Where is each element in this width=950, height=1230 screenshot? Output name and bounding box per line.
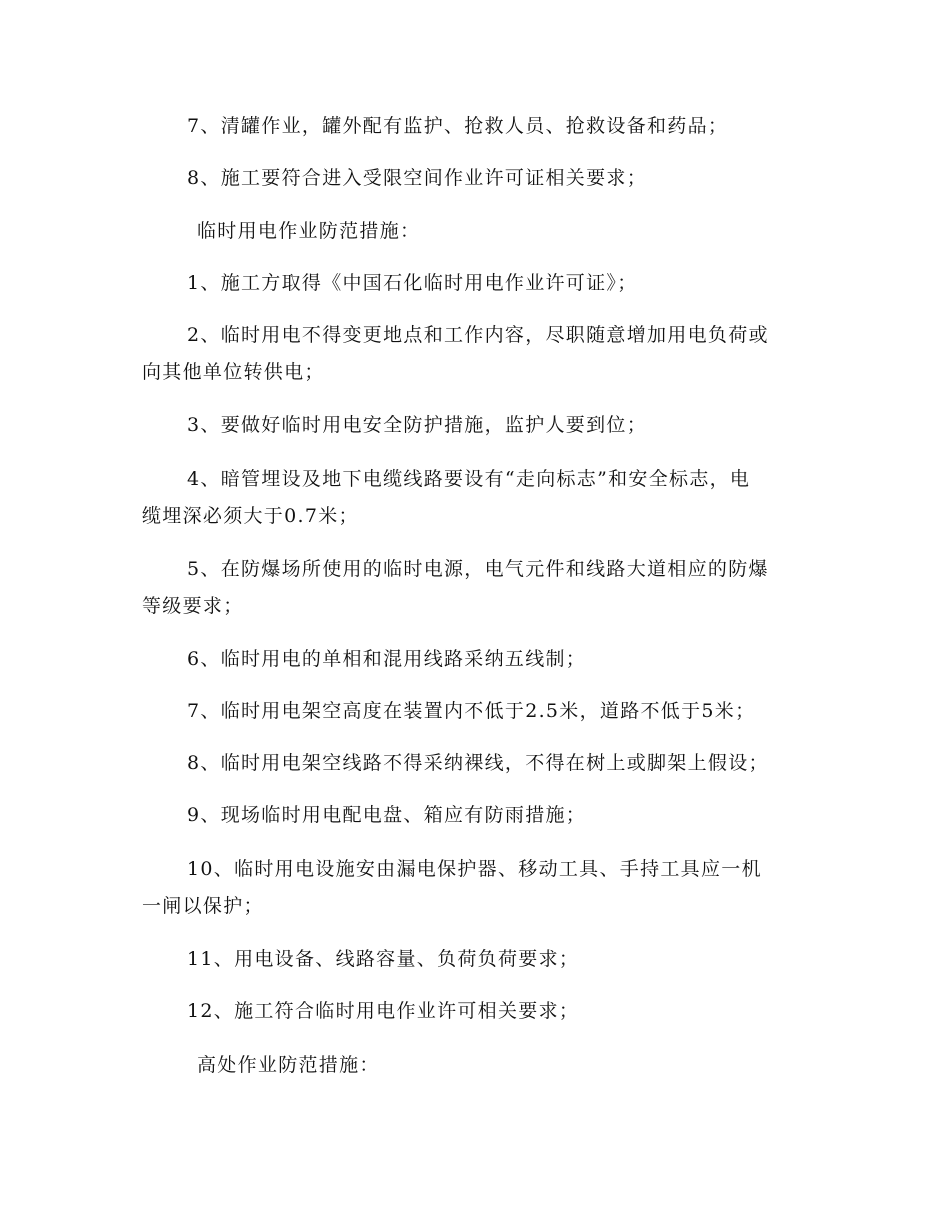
- paragraph-line: 缆埋深必须大于0.7米；: [142, 505, 359, 527]
- paragraph-line: 向其他单位转供电；: [142, 361, 325, 383]
- section-heading: 高处作业防范措施：: [197, 1054, 380, 1076]
- paragraph-line: 2、临时用电不得变更地点和工作内容，尽职随意增加用电负荷或: [187, 324, 769, 346]
- paragraph-line: 8、临时用电架空线路不得采纳裸线，不得在树上或脚架上假设；: [187, 752, 769, 774]
- paragraph-line: 等级要求；: [142, 595, 244, 617]
- paragraph-line: 10、临时用电设施安由漏电保护器、移动工具、手持工具应一机: [187, 858, 762, 880]
- paragraph-line: 6、临时用电的单相和混用线路采纳五线制；: [187, 648, 587, 670]
- paragraph-line: 9、现场临时用电配电盘、箱应有防雨措施；: [187, 804, 587, 826]
- paragraph-line: 7、清罐作业，罐外配有监护、抢救人员、抢救设备和药品；: [187, 115, 729, 137]
- section-heading: 临时用电作业防范措施：: [197, 220, 421, 242]
- paragraph-line: 7、临时用电架空高度在装置内不低于2.5米，道路不低于5米；: [187, 700, 756, 722]
- paragraph-line: 8、施工要符合进入受限空间作业许可证相关要求；: [187, 167, 647, 189]
- paragraph-line: 4、暗管埋设及地下电缆线路要设有“走向标志”和安全标志，电: [187, 468, 751, 490]
- paragraph-line: 5、在防爆场所使用的临时电源，电气元件和线路大道相应的防爆: [187, 558, 769, 580]
- paragraph-line: 12、施工符合临时用电作业许可相关要求；: [187, 1000, 580, 1022]
- paragraph-line: 3、要做好临时用电安全防护措施，监护人要到位；: [187, 414, 647, 436]
- paragraph-line: 11、用电设备、线路容量、负荷负荷要求；: [187, 948, 580, 970]
- paragraph-line: 1、施工方取得《中国石化临时用电作业许可证》；: [187, 272, 638, 294]
- paragraph-line: 一闸以保护；: [142, 895, 264, 917]
